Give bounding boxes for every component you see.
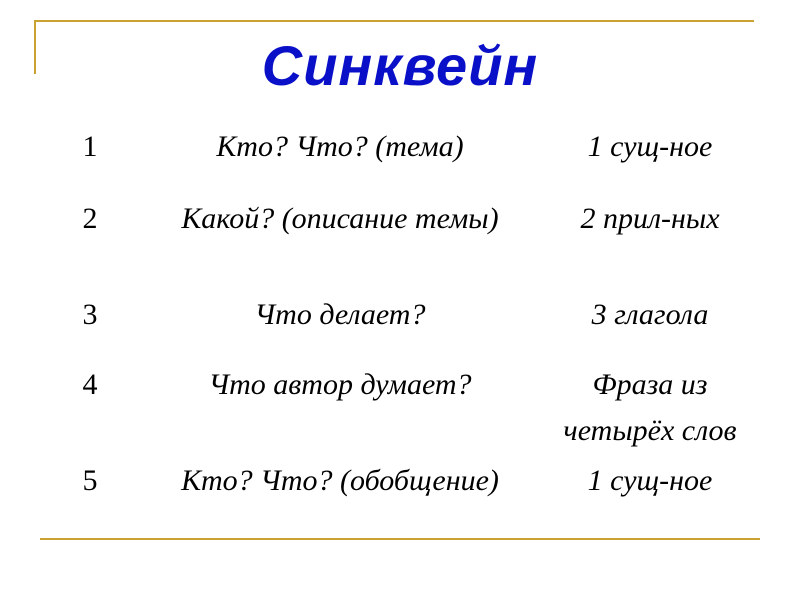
table-row: [40, 196, 760, 292]
row-question: Кто? Что? (обобщение): [181, 464, 499, 497]
sinkwine-table: [40, 124, 760, 550]
row-answer: Фраза из четырёх слов: [563, 368, 737, 447]
row-question: Что делает?: [254, 298, 426, 331]
row-answer: 1 сущ-ное: [587, 464, 713, 497]
row-number: 5: [82, 464, 98, 497]
table-row: [40, 458, 760, 550]
table-row: [40, 292, 760, 362]
row-answer: 2 прил-ных: [580, 202, 720, 235]
row-number: 3: [82, 298, 98, 331]
row-question: Что автор думает?: [208, 368, 472, 401]
row-number: 2: [82, 202, 98, 235]
row-number: 4: [82, 368, 98, 401]
row-answer: 3 глагола: [591, 298, 709, 331]
frame-top-line: [34, 20, 754, 22]
row-question: Какой? (описание темы): [181, 202, 499, 235]
table-row: [40, 124, 760, 196]
frame-bottom-line: [40, 538, 760, 540]
row-question: Кто? Что? (тема): [216, 130, 464, 163]
row-answer: 1 сущ-ное: [587, 130, 713, 163]
slide-title: Синквейн: [261, 34, 539, 97]
table-row: [40, 362, 760, 458]
row-number: 1: [82, 130, 98, 163]
